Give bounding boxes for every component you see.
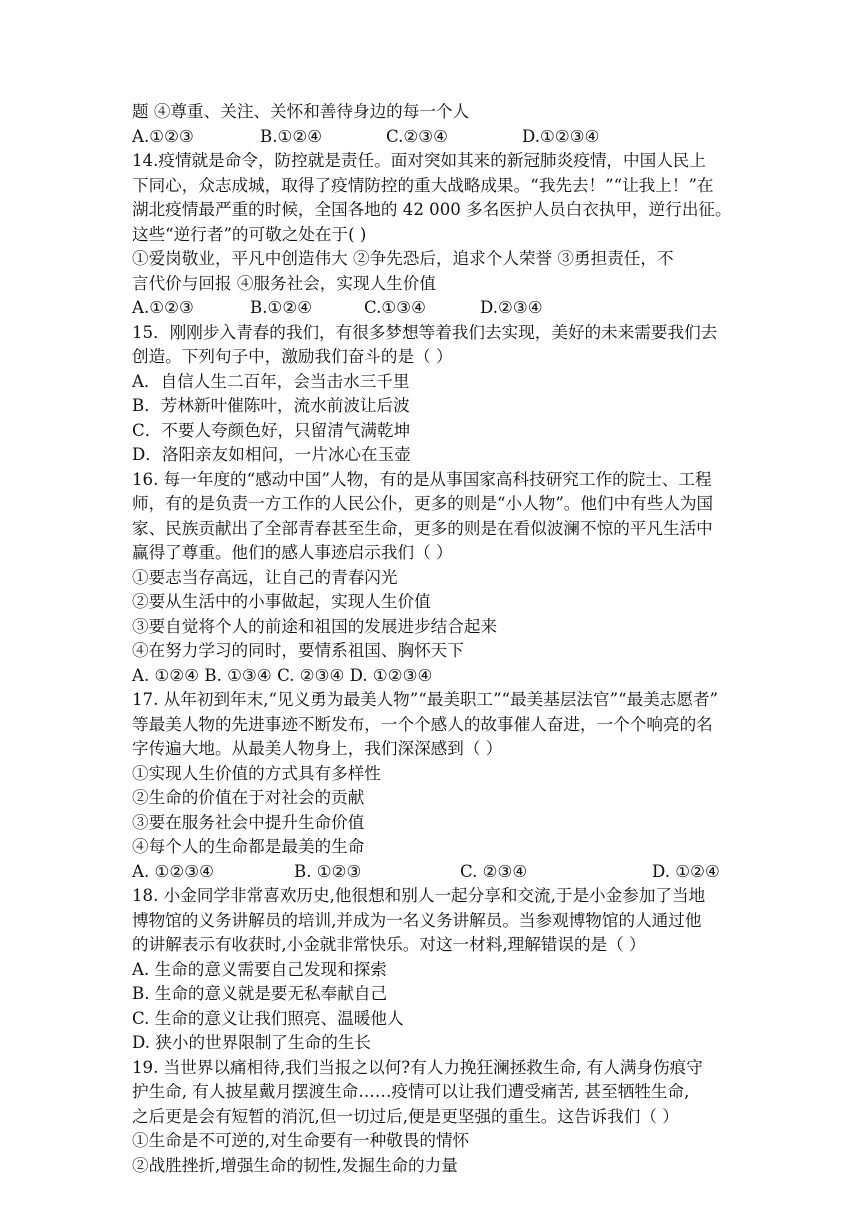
q17-option-d: D. ①②④ <box>652 861 720 881</box>
q13-option-c: C.②③④ <box>386 126 449 146</box>
q19-line: 之后更是会有短暂的消沉,但一切过后,便是更坚强的重生。这告诉我们（ ） <box>132 1106 679 1126</box>
q18-option-b: B. 生命的意义就是要无私奉献自己 <box>132 984 388 1003</box>
q16-line: 16. 每一年度的“感动中国”人物，有的是从事国家高科技研究工作的院士、工程 <box>132 469 712 489</box>
q13-option-d: D.①②③④ <box>522 126 600 146</box>
q16-statement: ③要自觉将个人的前途和祖国的发展进步结合起来 <box>132 616 498 636</box>
q17-statement: ②生命的价值在于对社会的贡献 <box>132 788 365 807</box>
q13-option-b: B.①②④ <box>260 126 323 146</box>
q17-option-a: A. ①②③④ <box>132 861 215 881</box>
q14-line: 湖北疫情最严重的时候，全国各地的 42 000 多名医护人员白衣执甲，逆行出征。 <box>132 200 732 219</box>
exam-page <box>132 100 736 1178</box>
q13-options <box>132 125 736 150</box>
q17-option-b: B. ①②③ <box>294 861 362 881</box>
q14-option-b: B.①②④ <box>250 298 313 317</box>
q14-option-d: D.②③④ <box>480 298 543 317</box>
q19-statement: ①生命是不可逆的,对生命要有一种敬畏的情怀 <box>132 1131 470 1150</box>
q17-line: 字传遍大地。从最美人物身上，我们深深感到（ ） <box>132 739 503 758</box>
q14-line: 14.疫情就是命令，防控就是责任。面对突如其来的新冠肺炎疫情，中国人民上 <box>132 151 706 170</box>
q14-line: 下同心，众志成城，取得了疫情防控的重大战略成果。“我先去！”“让我上！”在 <box>132 175 714 195</box>
q17-statement: ③要在服务社会中提升生命价值 <box>132 812 365 832</box>
q19-statement: ②战胜挫折,增强生命的韧性,发掘生命的力量 <box>132 1155 458 1175</box>
q14-line: 这些“逆行者”的可敬之处在于( ) <box>132 224 367 244</box>
q16-line: 家、民族贡献出了全部青春甚至生命，更多的则是在看似波澜不惊的平凡生活中 <box>132 518 713 538</box>
q18-option-c: C. 生命的意义让我们照亮、温暖他人 <box>132 1008 404 1028</box>
q16-statement: ②要从生活中的小事做起，实现人生价值 <box>132 592 431 611</box>
q16-statement: ④在努力学习的同时，要情系祖国、胸怀天下 <box>132 641 464 660</box>
q15-option-b: B．芳林新叶催陈叶，流水前波让后波 <box>132 396 410 415</box>
q13-continuation: 题 ④尊重、关注、关怀和善待身边的每一个人 <box>132 102 470 121</box>
q17-statement: ①实现人生价值的方式具有多样性 <box>132 763 381 783</box>
q17-line: 等最美人物的先进事迹不断发布，一个个感人的故事催人奋进，一个个响亮的名 <box>132 714 713 734</box>
q16-statement: ①要志当存高远，让自己的青春闪光 <box>132 567 398 587</box>
q14-line: 言代价与回报 ④服务社会，实现人生价值 <box>132 273 436 293</box>
q15-line: 创造。下列句子中，激励我们奋斗的是（ ） <box>132 347 453 366</box>
q15-option-d: D．洛阳亲友如相问，一片冰心在玉壶 <box>132 445 411 464</box>
q14-option-a: A.①②③ <box>132 298 194 317</box>
q14-options <box>132 296 736 321</box>
q18-option-a: A. 生命的意义需要自己发现和探索 <box>132 959 387 979</box>
q17-line: 17. 从年初到年末,“见义勇为最美人物”“最美职工”“最美基层法官”“最美志愿者” <box>132 690 719 709</box>
q15-option-a: A．自信人生二百年，会当击水三千里 <box>132 371 410 391</box>
q16-line: 师，有的是负责一方工作的人民公仆，更多的则是“小人物”。他们中有些人为国 <box>132 494 714 513</box>
q18-line: 18. 小金同学非常喜欢历史,他很想和别人一起分享和交流,于是小金参加了当地 <box>132 886 706 905</box>
q19-line: 护生命, 有人披星戴月摆渡生命……疫情可以让我们遭受痛苦, 甚至牺牲生命, <box>132 1082 690 1101</box>
q17-option-c: C. ②③④ <box>460 861 528 881</box>
q16-line: 赢得了尊重。他们的感人事迹启示我们（ ） <box>132 543 453 562</box>
q14-line: ①爱岗敬业，平凡中创造伟大 ②争先恐后，追求个人荣誉 ③勇担责任，不 <box>132 249 674 268</box>
q16-options: A. ①②④ B. ①③④ C. ②③④ D. ①②③④ <box>132 665 433 685</box>
q14-option-c: C.①③④ <box>364 298 427 317</box>
q18-line: 博物馆的义务讲解员的培训,并成为一名义务讲解员。当参观博物馆的人通过他 <box>132 910 702 930</box>
q15-line: 15．刚刚步入青春的我们，有很多梦想等着我们去实现，美好的未来需要我们去 <box>132 322 718 342</box>
q15-option-c: C．不要人夸颜色好，只留清气满乾坤 <box>132 420 411 440</box>
q18-option-d: D. 狭小的世界限制了生命的生长 <box>132 1033 371 1052</box>
q13-option-a: A.①②③ <box>132 126 194 146</box>
q17-statement: ④每个人的生命都是最美的生命 <box>132 837 365 856</box>
q19-line: 19. 当世界以痛相待,我们当报之以何?有人力挽狂澜拯救生命, 有人满身伤痕守 <box>132 1057 703 1077</box>
q17-options <box>132 860 736 885</box>
q18-line: 的讲解表示有收获时,小金就非常快乐。对这一材料,理解错误的是（ ） <box>132 935 646 954</box>
